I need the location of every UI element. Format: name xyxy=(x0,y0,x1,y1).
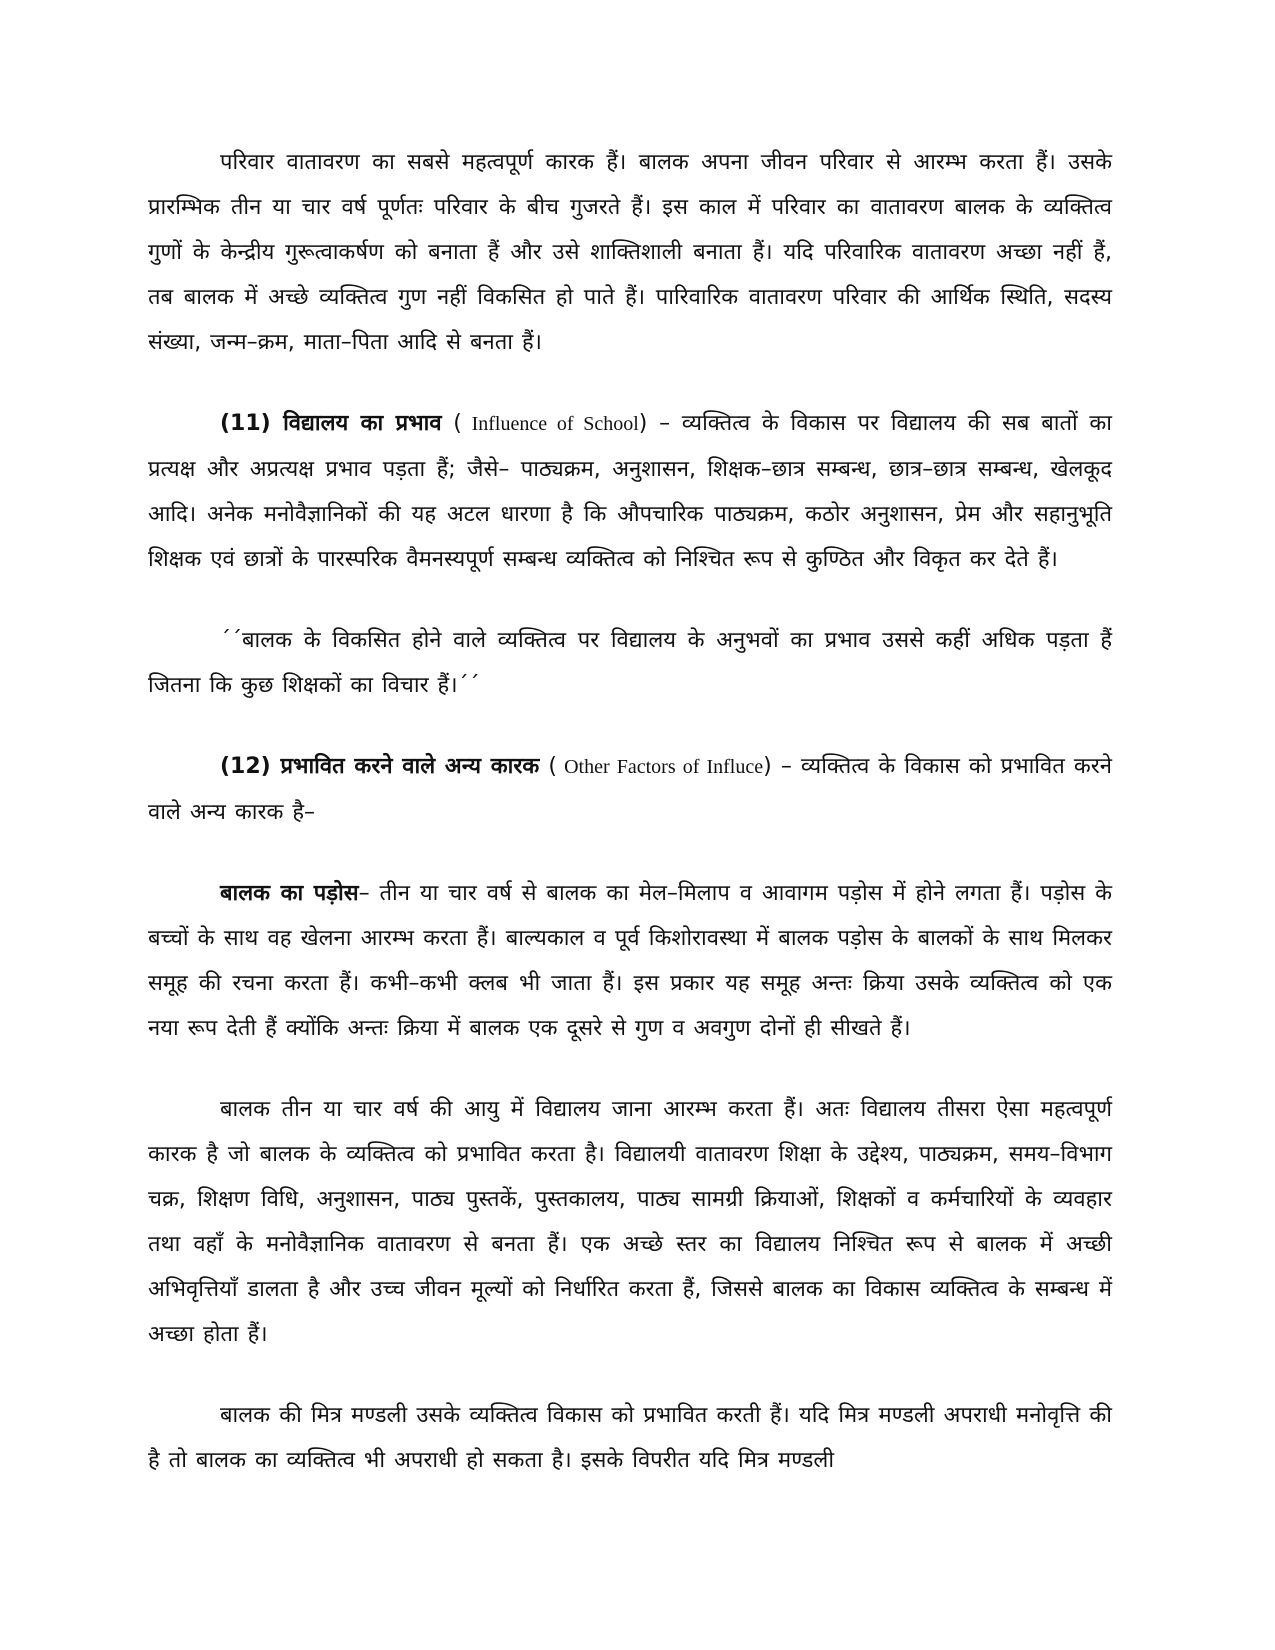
paragraph-body: ) – व्यक्तित्व के विकास पर विद्यालय की सब बातों का प्रत्यक्ष और अप्रत्यक्ष प्रभाव पड़ता हैं; जैसे– पाठ्यक्रम, अनुशासन, शिक्षक–छात्र सम्बन्ध, छात्र–छात्र सम्बन्ध, खेलकूद आदि। अनेक मनोवैज्ञानिकों की यह अटल धारणा है कि औपचारिक पाठ्यक्रम, कठोर अनुशासन, प्रेम और सहानुभूति शिक्षक एवं छात्रों के पारस्परिक वैमनस्यपूर्ण सम्बन्ध व्यक्तित्व को निश्चित रूप से कुण्ठित और विकृत कर देते हैं। xyxy=(148,411,1113,572)
paragraph-family-environment: परिवार वातावरण का सबसे महत्वपूर्ण कारक हैं। बालक अपना जीवन परिवार से आरम्भ करता हैं। उसके प्रारम्भिक तीन या चार वर्ष पूर्णतः परिवार के बीच गुजरते हैं। इस काल में परिवार का वातावरण बालक के व्यक्तित्व गुणों के केन्द्रीय गुरूत्वाकर्षण को बनाता हैं और उसे शाक्तिशाली बनाता हैं। यदि परिवारिक वातावरण अच्छा नहीं हैं, तब बालक में अच्छे व्यक्तित्व गुण नहीं विकसित हो पाते हैं। पारिवारिक वातावरण परिवार की आर्थिक स्थिति, सदस्य संख्या, जन्म–क्रम, माता–पिता आदि से बनता हैं। xyxy=(148,150,1112,355)
subheading-neighbourhood: बालक का पड़ोस xyxy=(220,881,359,906)
section-heading-11: (11) विद्यालय का प्रभाव xyxy=(220,411,442,436)
document-page xyxy=(148,140,1112,1519)
paragraph-body: – तीन या चार वर्ष से बालक का मेल–मिलाप व आवागम पड़ोस में होने लगता हैं। पड़ोस के बच्चों के साथ वह खेलना आरम्भ करता हैं। बाल्यकाल व पूर्व किशोरावस्था में बालक पड़ोस के बालकों के साथ मिलकर समूह की रचना करता हैं। कभी–कभी क्लब भी जाता हैं। इस प्रकार यह समूह अन्तः क्रिया उसके व्यक्तित्व को एक नया रूप देती हैं क्योंकि अन्तः क्रिया में बालक एक दूसरे से गुण व अवगुण दोनों ही सीखते हैं। xyxy=(148,881,1112,1041)
paragraph-neighbourhood xyxy=(148,871,1112,1051)
paragraph-quote: ´´बालक के विकसित होने वाले व्यक्तित्व पर विद्यालय के अनुभवों का प्रभाव उससे कहीं अधिक पड़ता हैं जितना कि कुछ शिक्षकों का विचार हैं।´´ xyxy=(148,628,1112,698)
english-term: Influence of School xyxy=(461,413,639,435)
paragraph-school-environment: बालक तीन या चार वर्ष की आयु में विद्यालय जाना आरम्भ करता हैं। अतः विद्यालय तीसरा ऐसा महत्वपूर्ण कारक है जो बालक के व्यक्तित्व को प्रभावित करता है। विद्यालयी वातावरण शिक्षा के उद्देश्य, पाठ्यक्रम, समय–विभाग चक्र, शिक्षण विधि, अनुशासन, पाठ्य पुस्तकें, पुस्तकालय, पाठ्य सामग्री क्रियाओं, शिक्षकों व कर्मचारियों के व्यवहार तथा वहाँ के मनोवैज्ञानिक वातावरण से बनता हैं। एक अच्छे स्तर का विद्यालय निश्चित रूप से बालक में अच्छी अभिवृत्तियाँ डालता है और उच्च जीवन मूल्यों को निर्धारित करता हैं, जिससे बालक का विकास व्यक्तित्व के सम्बन्ध में अच्छा होता हैं। xyxy=(148,1097,1112,1347)
open-paren: ( xyxy=(539,754,557,779)
paragraph-friend-circle: बालक की मित्र मण्डली उसके व्यक्तित्व विकास को प्रभावित करती हैं। यदि मित्र मण्डली अपराधी मनोवृत्ति की है तो बालक का व्यक्तित्व भी अपराधी हो सकता है। इसके विपरीत यदि मित्र मण्डली xyxy=(148,1403,1112,1473)
open-paren: ( xyxy=(441,411,462,436)
paragraph-body: ) – व्यक्तित्व के विकास को प्रभावित करने वाले अन्य कारक है– xyxy=(148,754,1112,825)
english-term: Other Factors of Influce xyxy=(556,756,764,778)
section-heading-12: (12) प्रभावित करने वाले अन्य कारक xyxy=(220,754,540,779)
paragraph-influence-of-school xyxy=(148,401,1112,582)
paragraph-other-factors xyxy=(148,744,1112,835)
